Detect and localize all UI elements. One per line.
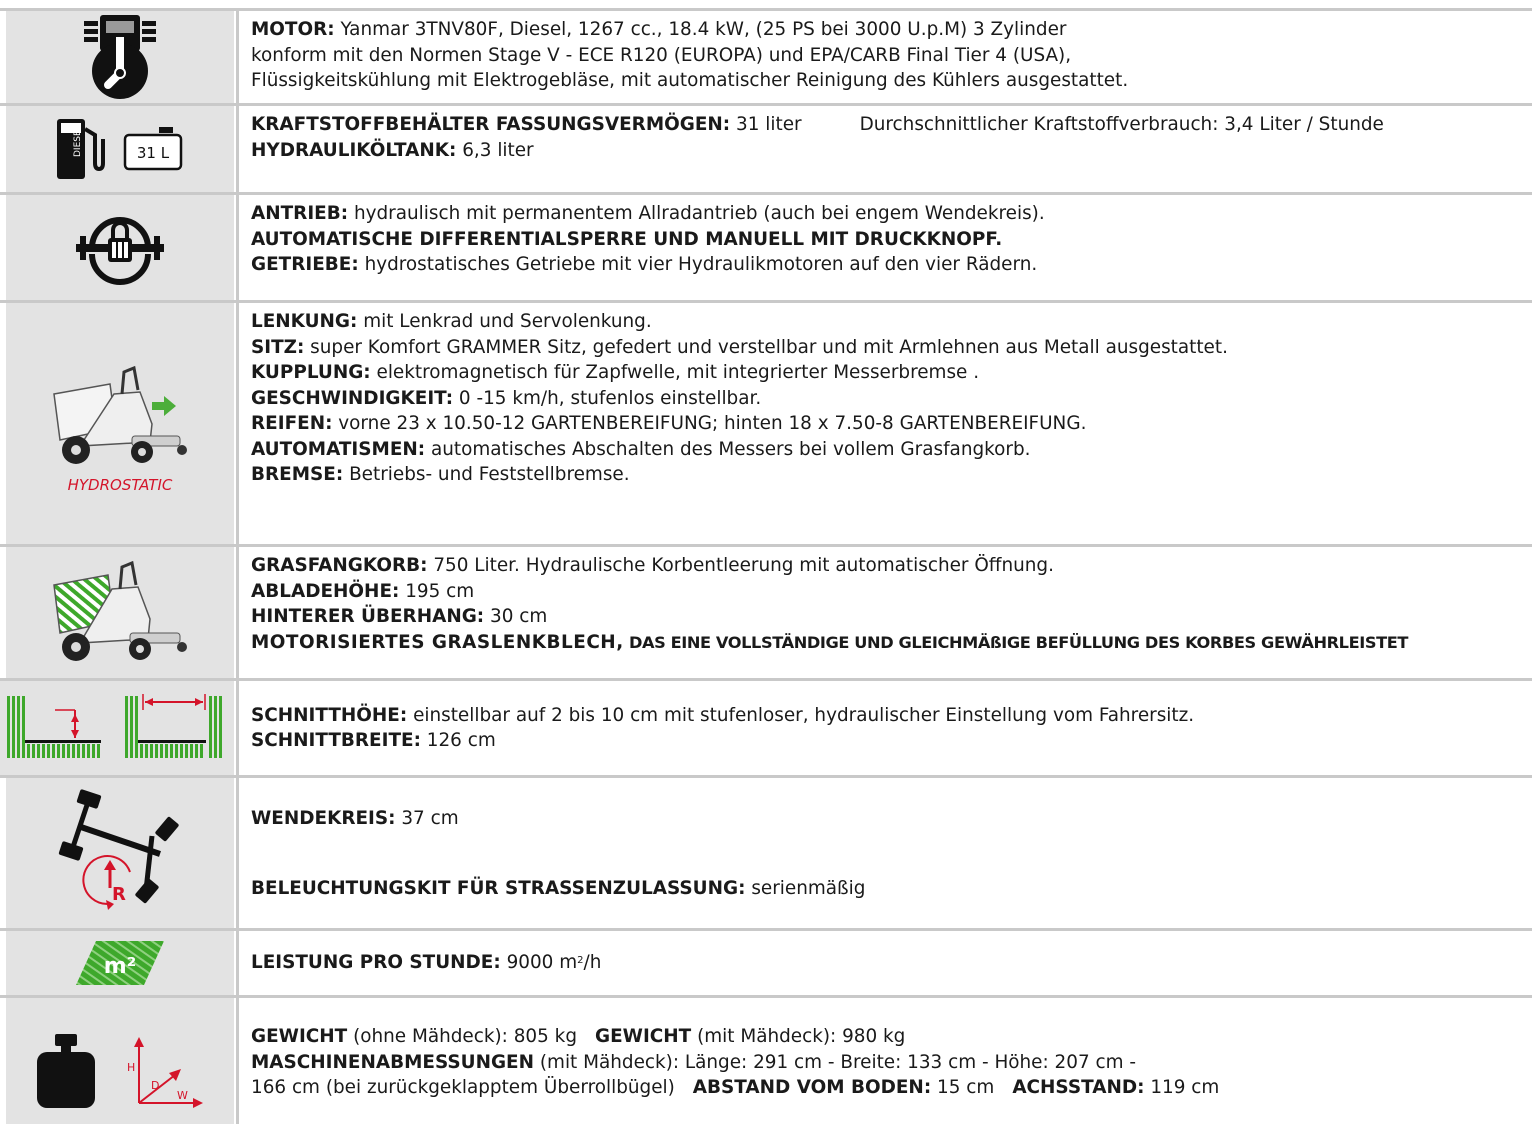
icon-cell	[6, 195, 234, 300]
spec-value: 37 cm	[395, 807, 459, 829]
cutting-height-width-icon	[3, 688, 231, 768]
pump-label: DIESEL	[73, 125, 83, 157]
spec-label: ANTRIEB:	[251, 203, 349, 224]
spec-text	[236, 998, 1532, 1124]
grass-catcher-mower-icon	[40, 555, 200, 671]
spec-label: ACHSSTAND:	[1012, 1077, 1145, 1098]
spec-value: /h	[583, 952, 602, 974]
icon-cell	[6, 778, 234, 928]
spec-value: Flüssigkeitskühlung mit Elektrogebläse, mit automatischer Reinigung des Kühlers ausgestattet.	[251, 70, 1129, 91]
width-label: W	[177, 1089, 188, 1102]
spec-text	[236, 681, 1532, 775]
depth-label: D	[151, 1079, 160, 1092]
spec-value: einstellbar auf 2 bis 10 cm mit stufenloser, hydraulischer Einstellung vom Fahrersitz.	[407, 704, 1195, 726]
spec-value: automatisches Abschalten des Messers bei vollem Grasfangkorb.	[425, 438, 1031, 460]
spec-value: 0 -15 km/h, stufenlos einstellbar.	[453, 387, 762, 409]
spec-label: SCHNITTBREITE:	[251, 730, 421, 751]
spec-text	[236, 778, 1532, 928]
spec-value: hydraulisch mit permanentem Allradantrieb (auch bei engem Wendekreis).	[348, 203, 1045, 224]
spec-label: MOTORISIERTES GRASLENKBLECH,	[251, 631, 624, 653]
spec-text	[236, 11, 1532, 103]
spec-value: 119 cm	[1144, 1077, 1220, 1098]
differential-lock-icon	[72, 206, 168, 290]
spec-label: AUTOMATISCHE DIFFERENTIALSPERRE UND MANUELL MIT DRUCKKNOPF.	[251, 228, 1003, 250]
spec-row-motor	[0, 8, 1532, 106]
height-label: H	[127, 1061, 136, 1074]
spec-label: KUPPLUNG:	[251, 362, 371, 383]
spec-label: GEWICHT	[251, 1026, 348, 1047]
icon-cell	[6, 11, 234, 103]
can-label: 31 L	[136, 144, 170, 162]
spec-value: Betriebs- und Feststellbremse.	[343, 464, 630, 485]
spec-label: LENKUNG:	[251, 311, 358, 332]
spec-value: (mit Mähdeck): Länge: 291 cm - Breite: 133 cm - Höhe: 207 cm -	[534, 1051, 1136, 1073]
spec-row-grasfang	[0, 547, 1532, 681]
spec-value: 126 cm	[420, 730, 496, 751]
spec-value: 6,3 liter	[456, 139, 534, 161]
spec-label: BELEUCHTUNGSKIT FÜR STRASSENZULASSUNG:	[251, 877, 746, 899]
turning-radius-icon	[50, 786, 190, 920]
spec-label: MOTOR:	[251, 19, 335, 40]
dimensions-icon	[125, 1031, 205, 1111]
hydrostatic-caption: HYDROSTATIC	[67, 475, 173, 494]
icon-cell	[6, 106, 234, 192]
spec-value: mit Lenkrad und Servolenkung.	[357, 311, 652, 332]
spec-value: 31 liter	[730, 114, 802, 135]
spec-label: GETRIEBE:	[251, 254, 359, 275]
spec-text	[236, 106, 1532, 192]
spec-row-leistung	[0, 931, 1532, 998]
spec-text	[236, 195, 1532, 300]
spec-row-gewicht	[0, 998, 1532, 1124]
spec-row-antrieb	[0, 195, 1532, 303]
spec-row-tank	[0, 106, 1532, 195]
spec-text	[236, 303, 1532, 544]
icon-cell	[6, 998, 234, 1124]
spec-value: serienmäßig	[745, 877, 866, 899]
spec-label: ABLADEHÖHE:	[251, 580, 400, 602]
spec-text	[236, 547, 1532, 678]
spec-label: SCHNITTHÖHE:	[251, 704, 408, 726]
spec-value: 30 cm	[484, 606, 548, 627]
area-per-hour-icon	[74, 939, 166, 987]
icon-cell	[6, 303, 234, 544]
spec-label: SITZ:	[251, 336, 305, 358]
spec-label: HINTERER ÜBERHANG:	[251, 606, 485, 627]
spec-row-lenkung	[0, 303, 1532, 547]
spec-value: konform mit den Normen Stage V - ECE R120 (EUROPA) und EPA/CARB Final Tier 4 (USA),	[251, 44, 1072, 66]
area-label: m²	[103, 954, 137, 979]
spec-label: GEWICHT	[595, 1026, 692, 1047]
spec-value: (mit Mähdeck): 980 kg	[691, 1026, 906, 1047]
spec-value: 195 cm	[399, 580, 475, 602]
spec-label: AUTOMATISMEN:	[251, 438, 426, 460]
engine-piston-icon	[70, 13, 170, 101]
spec-label: BREMSE:	[251, 464, 344, 485]
spec-value: 15 cm	[931, 1077, 995, 1098]
spec-value: hydrostatisches Getriebe mit vier Hydraulikmotoren auf den vier Rädern.	[358, 254, 1038, 275]
icon-cell	[0, 681, 234, 775]
spec-label: KRAFTSTOFFBEHÄLTER FASSUNGSVERMÖGEN:	[251, 114, 731, 135]
icon-cell	[6, 547, 234, 678]
spec-row-schnitt	[0, 681, 1532, 778]
spec-value: 166 cm (bei zurückgeklapptem Überrollbügel)	[251, 1077, 675, 1098]
spec-value: elektromagnetisch für Zapfwelle, mit integrierter Messerbremse .	[370, 362, 980, 383]
fuel-pump-icon	[55, 117, 105, 181]
spec-value: 9000 m	[500, 952, 578, 974]
spec-label: MASCHINENABMESSUNGEN	[251, 1051, 535, 1073]
spec-value: Durchschnittlicher Kraftstoffverbrauch: 3,4 Liter / Stunde	[859, 114, 1384, 135]
spec-label: GRASFANGKORB:	[251, 555, 428, 576]
spec-row-wendekreis	[0, 778, 1532, 931]
spec-label: REIFEN:	[251, 413, 333, 434]
spec-value: (ohne Mähdeck): 805 kg	[347, 1026, 577, 1047]
icon-cell	[6, 931, 234, 995]
spec-label: LEISTUNG PRO STUNDE:	[251, 952, 501, 974]
spec-label: HYDRAULIKÖLTANK:	[251, 139, 457, 161]
ride-on-mower-icon	[40, 354, 200, 474]
fuel-can-icon	[123, 125, 185, 173]
superscript: 2	[577, 955, 584, 967]
spec-label: GESCHWINDIGKEIT:	[251, 387, 454, 409]
spec-label: DAS EINE VOLLSTÄNDIGE UND GLEICHMÄßIGE BEFÜLLUNG DES KORBES GEWÄHRLEISTET	[623, 632, 1409, 652]
spec-value: super Komfort GRAMMER Sitz, gefedert und verstellbar und mit Armlehnen aus Metall ausgestattet.	[304, 336, 1228, 358]
spec-label: WENDEKREIS:	[251, 807, 396, 829]
spec-value: 750 Liter. Hydraulische Korbentleerung mit automatischer Öffnung.	[427, 555, 1054, 576]
spec-value: Yanmar 3TNV80F, Diesel, 1267 cc., 18.4 kW, (25 PS bei 3000 U.p.M) 3 Zylinder	[334, 19, 1067, 40]
spec-value: vorne 23 x 10.50-12 GARTENBEREIFUNG; hinten 18 x 7.50-8 GARTENBEREIFUNG.	[332, 413, 1087, 434]
spec-label: ABSTAND VOM BODEN:	[692, 1077, 932, 1098]
radius-label: R	[112, 884, 126, 905]
weight-icon	[35, 1032, 97, 1110]
spec-text	[236, 931, 1532, 995]
